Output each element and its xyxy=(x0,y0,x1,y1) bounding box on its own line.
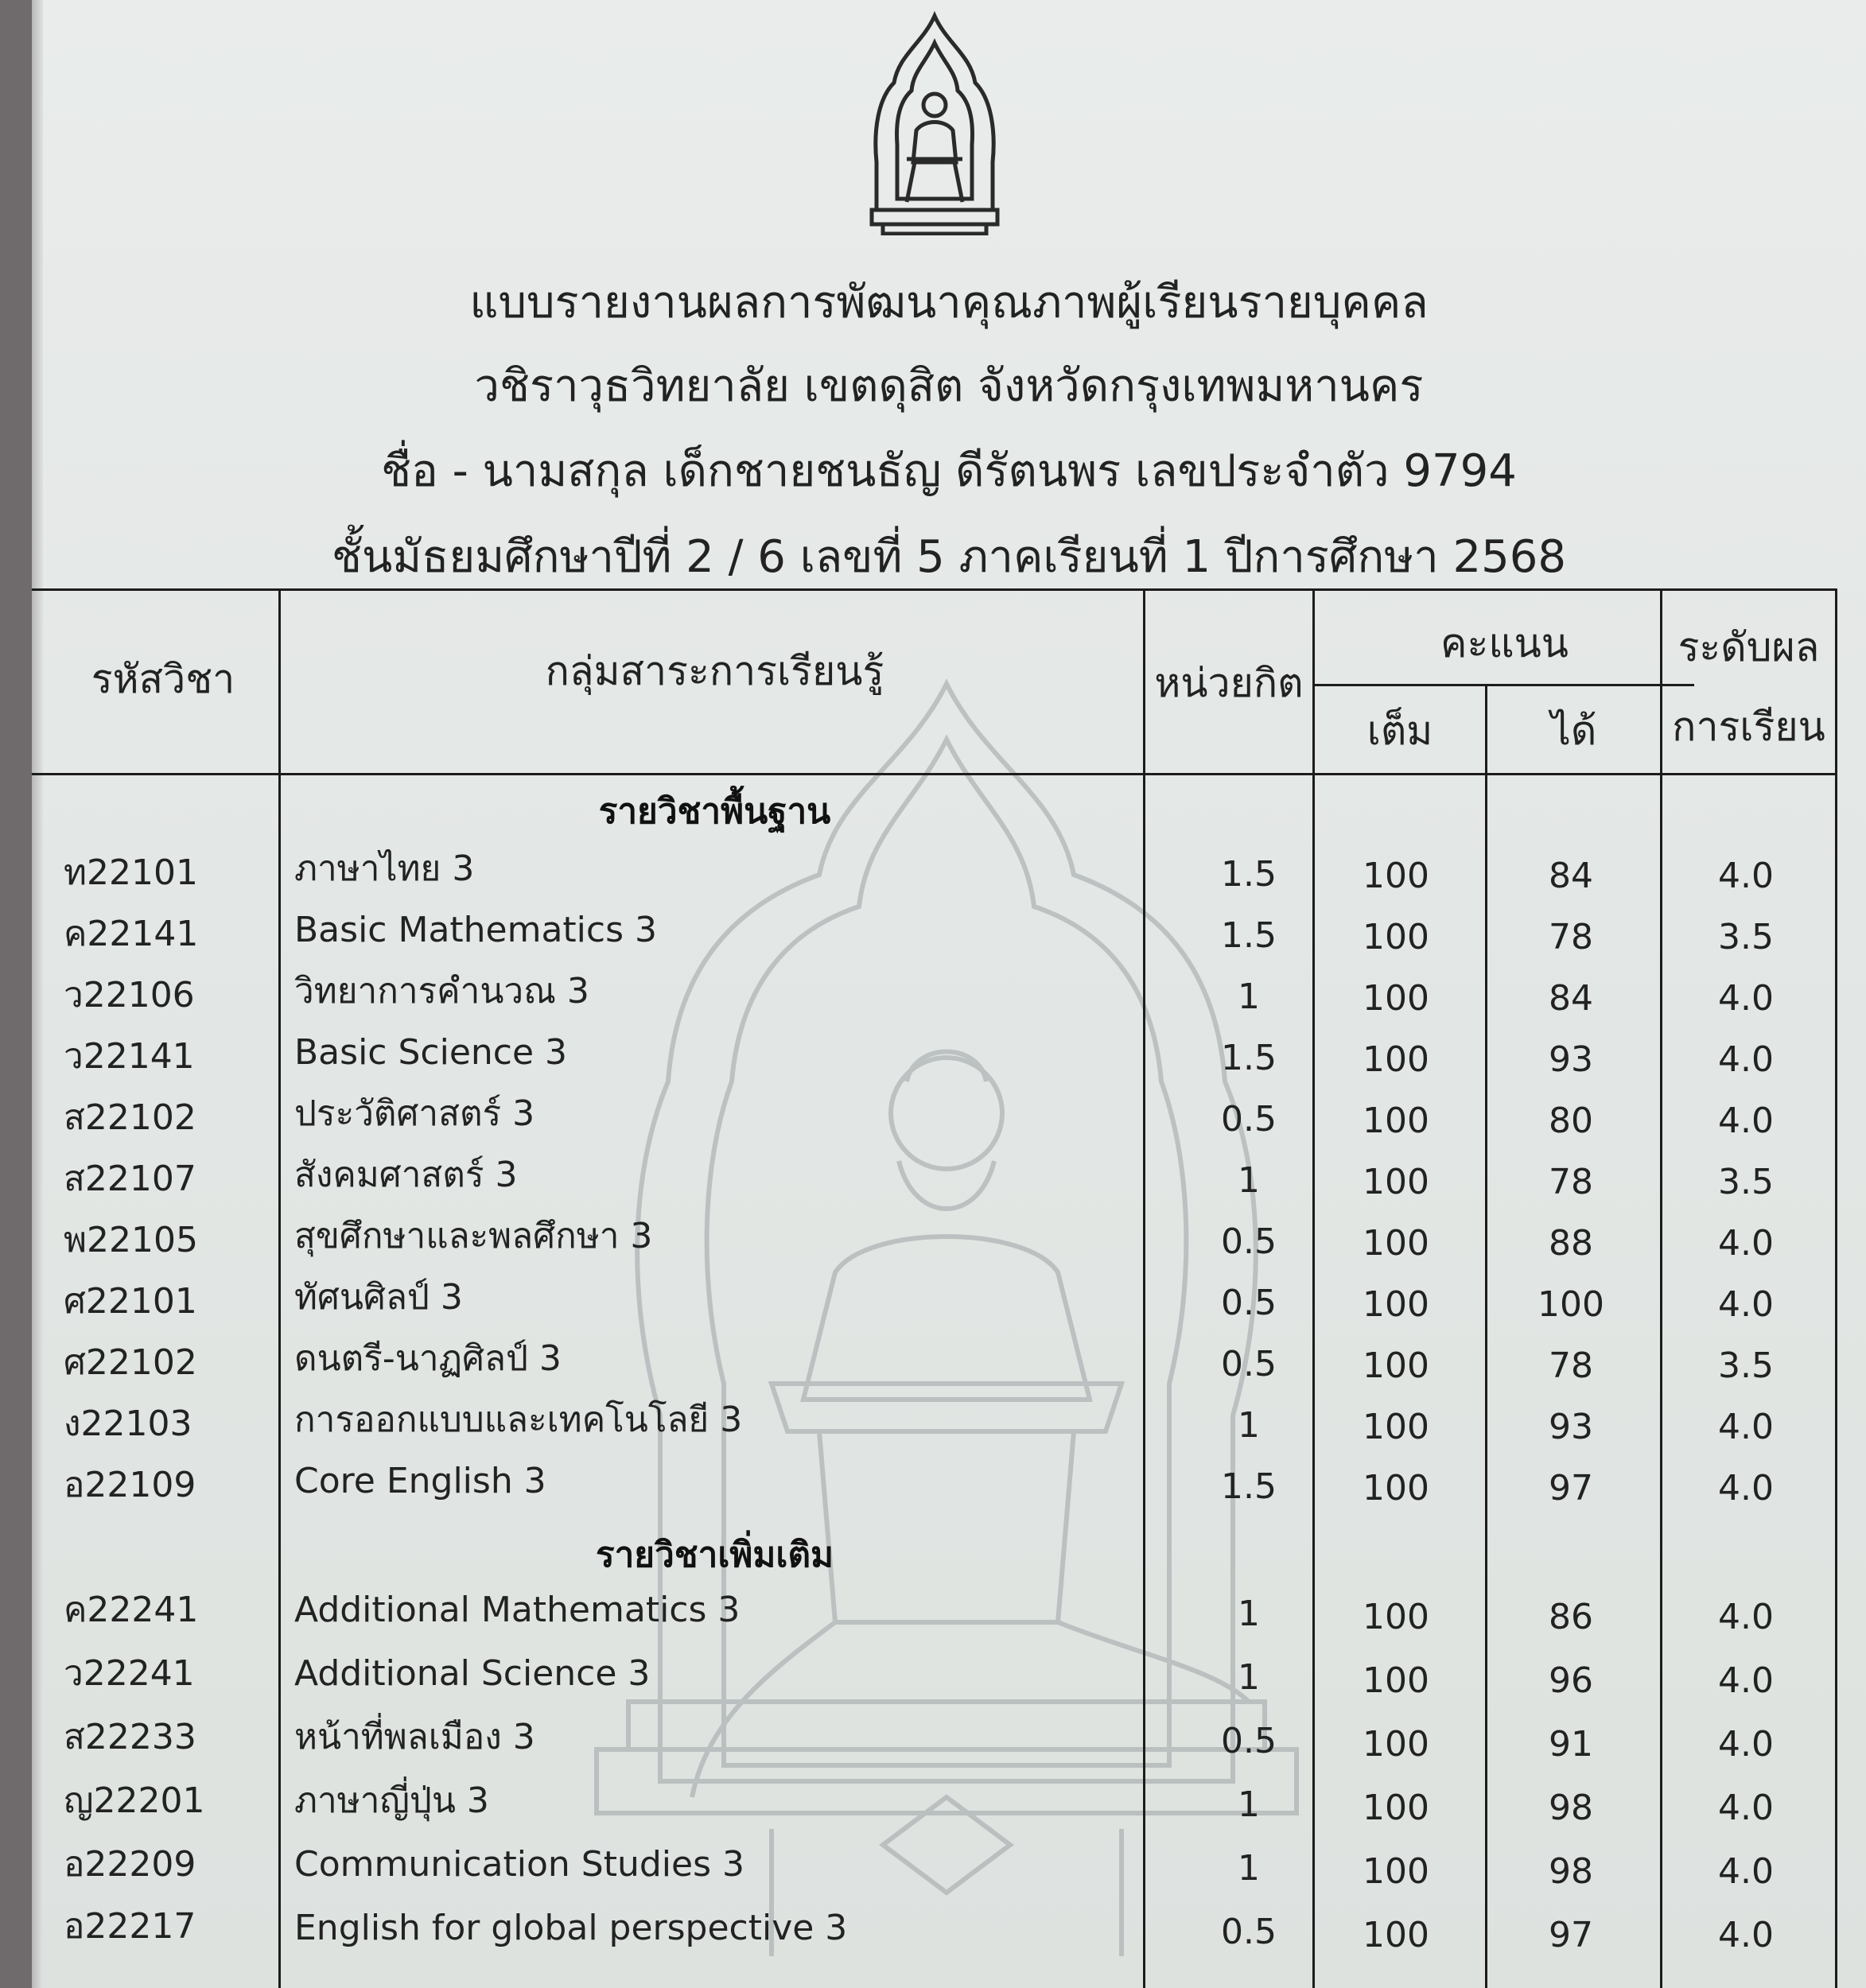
row-grade: 4.0 xyxy=(1718,1660,1774,1701)
row-got-score: 78 xyxy=(1549,1345,1593,1386)
row-subject: Basic Mathematics 3 xyxy=(294,910,658,950)
row-got-score: 97 xyxy=(1549,1468,1593,1508)
row-full-score: 100 xyxy=(1363,1345,1429,1386)
row-subject: ภาษาไทย 3 xyxy=(294,848,475,889)
row-grade: 3.5 xyxy=(1718,917,1774,957)
row-got-score: 84 xyxy=(1549,978,1593,1019)
row-code: ค22241 xyxy=(64,1590,199,1630)
table-top-border xyxy=(32,588,1837,591)
row-got-score: 91 xyxy=(1549,1724,1593,1765)
row-full-score: 100 xyxy=(1363,917,1429,957)
row-code: ค22141 xyxy=(64,914,199,954)
row-subject: Communication Studies 3 xyxy=(294,1844,744,1885)
row-full-score: 100 xyxy=(1363,1223,1429,1264)
row-subject: ทัศนศิลป์ 3 xyxy=(294,1277,463,1318)
header-bottom-border xyxy=(32,773,1837,775)
row-credit: 1 xyxy=(1238,1160,1260,1201)
row-grade: 3.5 xyxy=(1718,1345,1774,1386)
row-subject: Additional Science 3 xyxy=(294,1653,651,1694)
row-subject: สังคมศาสตร์ 3 xyxy=(294,1155,518,1195)
row-grade: 4.0 xyxy=(1718,1597,1774,1637)
row-full-score: 100 xyxy=(1363,1915,1429,1955)
row-got-score: 98 xyxy=(1549,1788,1593,1828)
row-grade: 4.0 xyxy=(1718,1724,1774,1765)
row-credit: 0.5 xyxy=(1221,1221,1277,1262)
student-name-line: ชื่อ - นามสกุล เด็กชายชนธัญ ดีรัตนพร เลขประจำตัว 9794 xyxy=(381,445,1517,497)
row-got-score: 100 xyxy=(1538,1284,1604,1325)
row-code: ศ22101 xyxy=(64,1281,197,1322)
row-subject: ภาษาญี่ปุ่น 3 xyxy=(294,1780,489,1821)
row-full-score: 100 xyxy=(1363,1407,1429,1447)
school-name: วชิราวุธวิทยาลัย เขตดุสิต จังหวัดกรุงเทพมหานคร xyxy=(474,360,1424,412)
row-subject: Basic Science 3 xyxy=(294,1032,568,1073)
row-code: อ22109 xyxy=(64,1465,196,1505)
row-full-score: 100 xyxy=(1363,1162,1429,1202)
row-grade: 4.0 xyxy=(1718,1101,1774,1141)
report-page xyxy=(32,0,1866,1988)
row-got-score: 88 xyxy=(1549,1223,1593,1264)
row-code: อ22217 xyxy=(64,1906,196,1947)
row-code: ส22233 xyxy=(64,1717,196,1757)
row-credit: 0.5 xyxy=(1221,1283,1277,1323)
row-credit: 0.5 xyxy=(1221,1721,1277,1761)
row-full-score: 100 xyxy=(1363,1597,1429,1637)
row-code: ท22101 xyxy=(64,852,198,893)
row-credit: 1 xyxy=(1238,1657,1260,1698)
row-credit: 1.5 xyxy=(1221,1466,1277,1507)
row-full-score: 100 xyxy=(1363,1851,1429,1892)
row-grade: 4.0 xyxy=(1718,1039,1774,1080)
row-grade: 4.0 xyxy=(1718,1407,1774,1447)
header-grade-line1: ระดับผล xyxy=(1677,624,1820,670)
col-divider-grade xyxy=(1835,588,1837,1988)
row-got-score: 93 xyxy=(1549,1407,1593,1447)
row-credit: 0.5 xyxy=(1221,1912,1277,1952)
header-full: เต็ม xyxy=(1366,708,1433,754)
row-credit: 1 xyxy=(1238,1405,1260,1446)
row-code: ญ22201 xyxy=(64,1780,205,1821)
row-full-score: 100 xyxy=(1363,1284,1429,1325)
header-grade-line2: การเรียน xyxy=(1672,704,1825,750)
row-grade: 3.5 xyxy=(1718,1162,1774,1202)
row-full-score: 100 xyxy=(1363,1788,1429,1828)
row-grade: 4.0 xyxy=(1718,1468,1774,1508)
row-grade: 4.0 xyxy=(1718,1284,1774,1325)
row-grade: 4.0 xyxy=(1718,978,1774,1019)
header-got: ได้ xyxy=(1550,708,1597,754)
row-grade: 4.0 xyxy=(1718,856,1774,896)
row-code: ว22241 xyxy=(64,1653,195,1694)
row-credit: 1.5 xyxy=(1221,915,1277,956)
section-heading-additional: รายวิชาเพิ่มเติม xyxy=(595,1535,834,1575)
row-got-score: 97 xyxy=(1549,1915,1593,1955)
row-subject: ดนตรี-นาฏศิลป์ 3 xyxy=(294,1338,562,1379)
row-got-score: 80 xyxy=(1549,1101,1593,1141)
row-grade: 4.0 xyxy=(1718,1223,1774,1264)
row-code: ศ22102 xyxy=(64,1342,197,1383)
row-subject: หน้าที่พลเมือง 3 xyxy=(294,1717,535,1757)
row-got-score: 78 xyxy=(1549,1162,1593,1202)
row-grade: 4.0 xyxy=(1718,1851,1774,1892)
row-got-score: 86 xyxy=(1549,1597,1593,1637)
row-credit: 1.5 xyxy=(1221,854,1277,895)
row-credit: 1 xyxy=(1238,1784,1260,1825)
row-subject: สุขศึกษาและพลศึกษา 3 xyxy=(294,1216,653,1256)
row-credit: 0.5 xyxy=(1221,1344,1277,1384)
row-code: ง22103 xyxy=(64,1404,192,1444)
row-code: อ22209 xyxy=(64,1844,196,1885)
row-code: ส22107 xyxy=(64,1159,196,1199)
row-subject: Core English 3 xyxy=(294,1461,546,1501)
row-got-score: 84 xyxy=(1549,856,1593,896)
row-credit: 0.5 xyxy=(1221,1099,1277,1140)
row-credit: 1.5 xyxy=(1221,1038,1277,1078)
row-full-score: 100 xyxy=(1363,1468,1429,1508)
row-subject: Additional Mathematics 3 xyxy=(294,1590,741,1630)
row-code: พ22105 xyxy=(64,1220,198,1260)
row-credit: 1 xyxy=(1238,1848,1260,1889)
header-credit: หน่วยกิต xyxy=(1154,660,1304,706)
row-grade: 4.0 xyxy=(1718,1915,1774,1955)
class-term-line: ชั้นมัธยมศึกษาปีที่ 2 / 6 เลขที่ 5 ภาคเรียนที่ 1 ปีการศึกษา 2568 xyxy=(332,531,1566,583)
row-grade: 4.0 xyxy=(1718,1788,1774,1828)
header-subject: กลุ่มสาระการเรียนรู้ xyxy=(545,648,884,694)
section-heading-core: รายวิชาพื้นฐาน xyxy=(598,791,831,832)
row-got-score: 96 xyxy=(1549,1660,1593,1701)
row-full-score: 100 xyxy=(1363,856,1429,896)
col-divider-code xyxy=(278,588,281,1988)
report-title: แบบรายงานผลการพัฒนาคุณภาพผู้เรียนรายบุคคล xyxy=(469,277,1429,328)
row-got-score: 78 xyxy=(1549,917,1593,957)
row-full-score: 100 xyxy=(1363,978,1429,1019)
row-subject: English for global perspective 3 xyxy=(294,1908,848,1948)
row-subject: การออกแบบและเทคโนโลยี 3 xyxy=(294,1400,743,1440)
row-full-score: 100 xyxy=(1363,1724,1429,1765)
header-score: คะแนน xyxy=(1440,620,1569,666)
score-subheader-divider xyxy=(1312,684,1694,686)
row-code: ว22141 xyxy=(64,1036,195,1077)
row-full-score: 100 xyxy=(1363,1101,1429,1141)
row-subject: วิทยาการคำนวณ 3 xyxy=(294,971,589,1011)
grades-table xyxy=(32,0,1866,1988)
row-full-score: 100 xyxy=(1363,1660,1429,1701)
row-code: ส22102 xyxy=(64,1097,196,1138)
row-got-score: 98 xyxy=(1549,1851,1593,1892)
row-got-score: 93 xyxy=(1549,1039,1593,1080)
row-credit: 1 xyxy=(1238,1594,1260,1634)
row-full-score: 100 xyxy=(1363,1039,1429,1080)
row-code: ว22106 xyxy=(64,975,195,1015)
row-subject: ประวัติศาสตร์ 3 xyxy=(294,1093,535,1134)
header-code: รหัสวิชา xyxy=(91,656,235,702)
row-credit: 1 xyxy=(1238,977,1260,1017)
